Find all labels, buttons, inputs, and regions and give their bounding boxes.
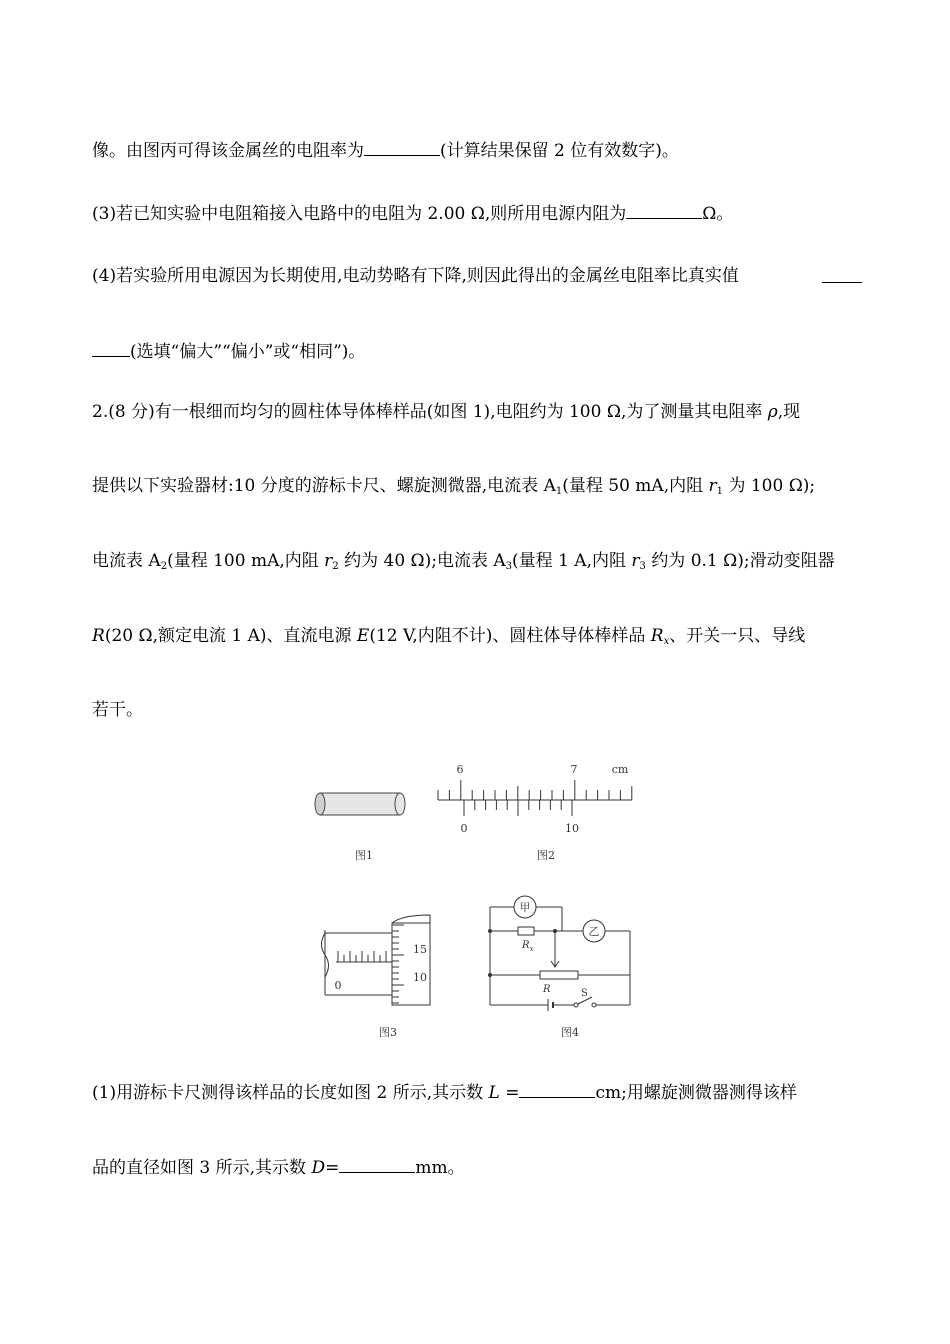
micrometer-thimble-15: 15 xyxy=(413,943,427,956)
circuit-rx-label: $R_x$ xyxy=(522,940,534,953)
micrometer-thimble-10: 10 xyxy=(413,971,427,984)
question-4-cont: (选填“偏大”“偏小”或“相同”)。 xyxy=(92,338,862,364)
question-2-equipment-3: R(20 Ω,额定电流 1 A)、直流电源 E(12 V,内阻不计)、圆柱体导体棒样品 $R_x$、开关一只、导线 xyxy=(92,626,806,647)
figure-2-caption: 图2 xyxy=(537,849,555,862)
figure-4-circuit xyxy=(489,896,631,1011)
question-2-equipment-2: 电流表 $A_2$(量程 100 mA,内阻 $r_2$ 约为 40 Ω);电流表 $A_3$(量程 1 A,内阻 $r_3$ 约为 0.1 Ω);滑动变阻器 xyxy=(92,551,835,572)
caliper-vernier-10: 10 xyxy=(565,822,579,835)
question-3: (3)若已知实验中电阻箱接入电路中的电阻为 2.00 Ω,则所用电源内阻为 Ω。 xyxy=(92,200,862,226)
figure-1-caption: 图1 xyxy=(355,849,373,862)
caliper-main-7: 7 xyxy=(570,763,578,776)
question-2-intro: 2.(8 分)有一根细而均匀的圆柱体导体棒样品(如图 1),电阻约为 100 Ω,为了测量其电阻率 ρ,现 xyxy=(92,402,801,422)
figures-panel xyxy=(300,755,660,1055)
subquestion-1-line-1: (1)用游标卡尺测得该样品的长度如图 2 所示,其示数 L = cm;用螺旋测微器测得该样 xyxy=(92,1079,862,1105)
answer-blank-compare-a[interactable] xyxy=(822,264,862,283)
question-2-equipment-4: 若干。 xyxy=(92,700,143,720)
circuit-meter-b: 乙 xyxy=(588,925,600,938)
figure-2-caliper xyxy=(438,780,632,816)
answer-blank-length[interactable] xyxy=(519,1079,595,1098)
figure-3-caption: 图3 xyxy=(379,1026,397,1039)
circuit-meter-a: 甲 xyxy=(519,901,531,914)
paragraph-resistivity-result: 像。由图丙可得该金属丝的电阻率为 (计算结果保留 2 位有效数字)。 xyxy=(92,137,862,163)
caliper-vernier-0: 0 xyxy=(460,822,468,835)
subquestion-1-line-2: 品的直径如图 3 所示,其示数 D= mm。 xyxy=(92,1154,862,1180)
answer-blank-internal-resistance[interactable] xyxy=(626,200,702,219)
answer-blank-diameter[interactable] xyxy=(339,1154,415,1173)
figure-4-caption: 图4 xyxy=(561,1026,579,1039)
question-2-equipment-1: 提供以下实验器材:10 分度的游标卡尺、螺旋测微器,电流表 $A_1$(量程 50 mA,内阻 $r_1$ 为 100 Ω); xyxy=(92,476,816,497)
answer-blank-resistivity[interactable] xyxy=(364,137,440,156)
figure-1-cylinder xyxy=(315,793,405,815)
question-4: (4)若实验所用电源因为长期使用,电动势略有下降,则因此得出的金属丝电阻率比真实值 xyxy=(92,264,862,288)
micrometer-sleeve-0: 0 xyxy=(334,979,342,992)
circuit-switch-label: S xyxy=(581,988,588,999)
caliper-unit: cm xyxy=(611,763,629,776)
answer-blank-compare-b[interactable] xyxy=(92,338,130,357)
caliper-main-6: 6 xyxy=(456,763,464,776)
circuit-r-label: R xyxy=(543,984,551,995)
